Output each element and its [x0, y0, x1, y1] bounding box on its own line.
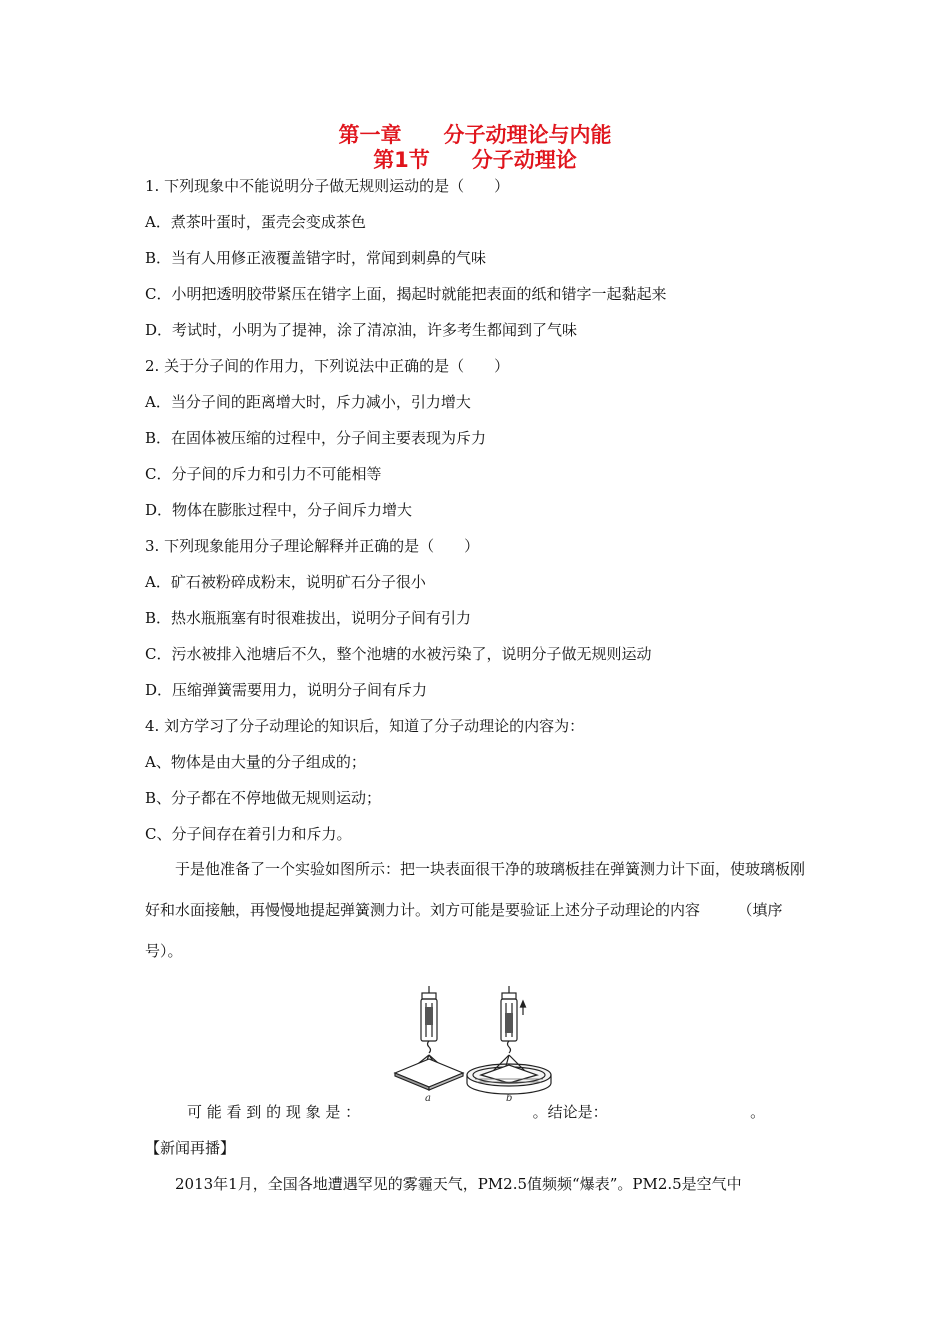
question-4-item-c: C、分子间存在着引力和斥力。: [145, 825, 352, 843]
question-1-option-b: B．当有人用修正液覆盖错字时，常闻到刺鼻的气味: [145, 249, 487, 267]
question-2-option-c: C．分子间的斥力和引力不可能相等: [145, 465, 382, 483]
question-3-option-c: C．污水被排入池塘后不久，整个池塘的水被污染了，说明分子做无规则运动: [145, 645, 652, 663]
figure-a-spring-balance: [421, 986, 437, 1053]
question-4-stem: 4. 刘方学习了分子动理论的知识后，知道了分子动理论的内容为：: [145, 717, 585, 735]
question-4-item-a: A、物体是由大量的分子组成的；: [145, 753, 366, 771]
question-2-option-d: D．物体在膨胀过程中，分子间斥力增大: [145, 501, 413, 519]
question-4-paragraph-text: 于是他准备了一个实验如图所示：把一块表面很干净的玻璃板挂在弹簧测力计下面，使玻璃板刚好和水面接触，再慢慢地提起弹簧测力计。刘方可能是要验证上述分子动理论的内容 （填序号）。: [145, 860, 806, 960]
question-3-option-d: D．压缩弹簧需要用力，说明分子间有斥力: [145, 681, 428, 699]
question-2-stem: 2. 关于分子间的作用力，下列说法中正确的是（ ）: [145, 357, 510, 375]
question-4-paragraph: [145, 849, 810, 972]
question-1-stem: 1. 下列现象中不能说明分子做无规则运动的是（ ）: [145, 177, 510, 195]
figure-b-water-tray: [467, 1055, 551, 1094]
figure-b-spring-balance: [501, 986, 526, 1053]
figure-a-glass-plate: [395, 1055, 463, 1090]
news-heading: 【新闻再播】: [145, 1139, 236, 1157]
question-1-option-c: C．小明把透明胶带紧压在错字上面，揭起时就能把表面的纸和错字一起黏起来: [145, 285, 667, 303]
news-paragraph: 2013年1月，全国各地遭遇罕见的雾霾天气，PM2.5值频频“爆表”。PM2.5是空气中: [160, 1175, 742, 1193]
question-2-option-a: A．当分子间的距离增大时，斥力减小，引力增大: [145, 393, 471, 411]
figure-label-a: a: [425, 1093, 431, 1103]
chapter-title: 第一章 分子动理论与内能: [338, 123, 612, 147]
question-3-option-a: A．矿石被粉碎成粉末，说明矿石分子很小: [145, 573, 426, 591]
section-title: 第1节 分子动理论: [373, 148, 577, 172]
question-1-option-d: D．考试时，小明为了提神，涂了清凉油，许多考生都闻到了气味: [145, 321, 578, 339]
question-4-item-b: B、分子都在不停地做无规则运动；: [145, 789, 382, 807]
observation-line: 可 能 看 到 的 现 象 是 ： 。结论是： 。: [187, 1103, 766, 1121]
question-1-option-a: A．煮茶叶蛋时，蛋壳会变成茶色: [145, 213, 366, 231]
question-2-option-b: B．在固体被压缩的过程中，分子间主要表现为斥力: [145, 429, 487, 447]
figure-label-b: b: [506, 1093, 513, 1103]
question-3-stem: 3. 下列现象能用分子理论解释并正确的是（ ）: [145, 537, 480, 555]
experiment-figure: [385, 983, 555, 1103]
question-3-option-b: B．热水瓶瓶塞有时很难拔出，说明分子间有引力: [145, 609, 472, 627]
